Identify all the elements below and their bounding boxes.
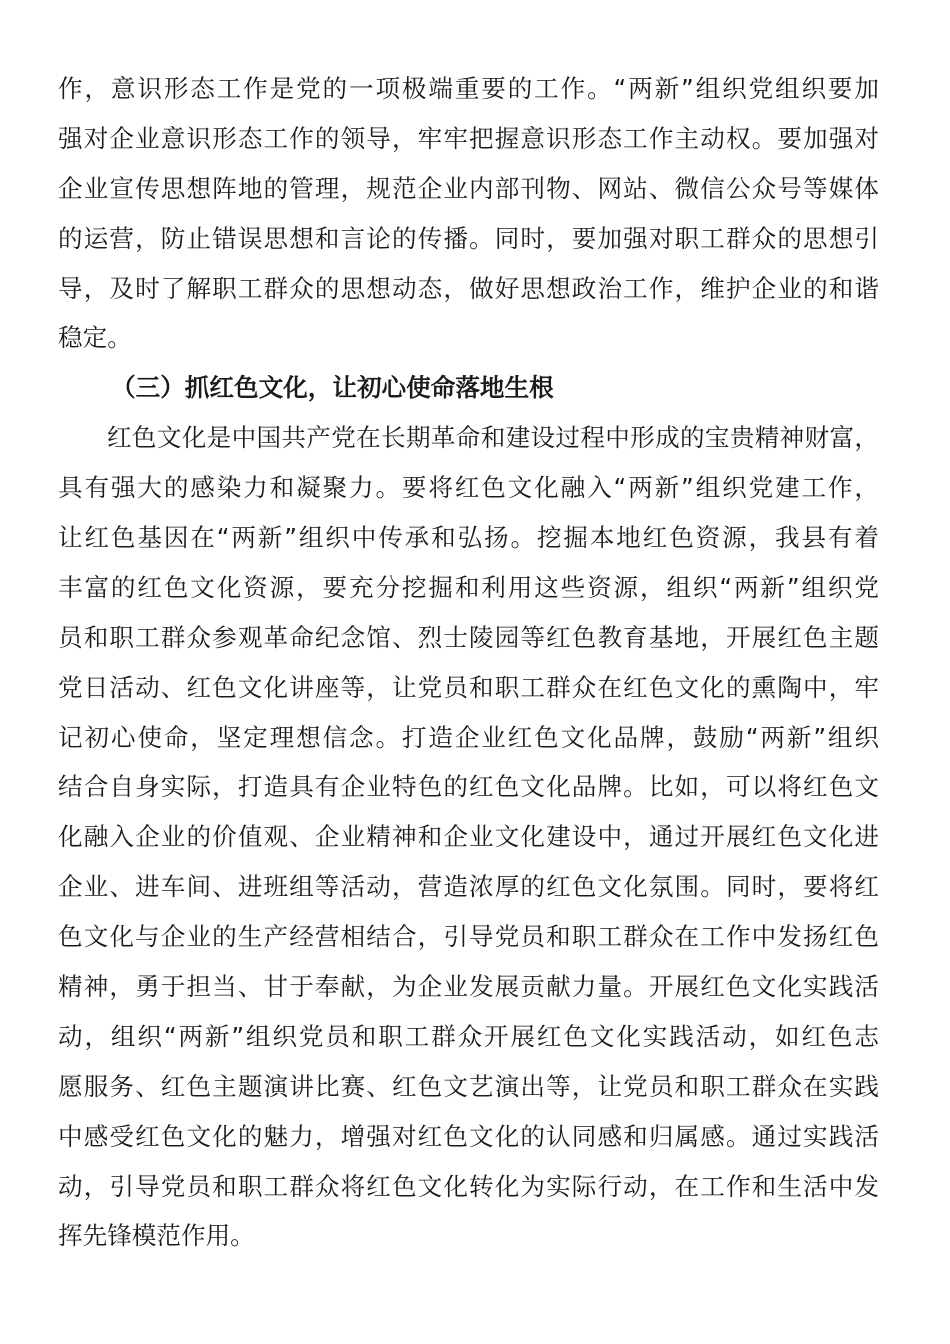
text-line: 丰富的红色文化资源，要充分挖掘和利用这些资源，组织“两新”组织党 xyxy=(58,572,879,602)
text-line: 愿服务、红色主题演讲比赛、红色文艺演出等，让党员和职工群众在实践 xyxy=(58,1071,879,1101)
document-page xyxy=(58,64,879,1261)
text-line: 具有强大的感染力和凝聚力。要将红色文化融入“两新”组织党建工作， xyxy=(58,473,879,503)
text-line: 中感受红色文化的魅力，增强对红色文化的认同感和归属感。通过实践活 xyxy=(58,1121,879,1151)
text-line: 色文化与企业的生产经营相结合，引导党员和职工群众在工作中发扬红色 xyxy=(58,922,879,952)
text-line: 动，引导党员和职工群众将红色文化转化为实际行动，在工作和生活中发 xyxy=(58,1171,879,1201)
text-line: 企业、进车间、进班组等活动，营造浓厚的红色文化氛围。同时，要将红 xyxy=(58,872,879,902)
text-line: 导，及时了解职工群众的思想动态，做好思想政治工作，维护企业的和谐 xyxy=(58,273,879,303)
paragraph-ideology xyxy=(58,64,879,363)
text-line: 精神，勇于担当、甘于奉献，为企业发展贡献力量。开展红色文化实践活 xyxy=(58,972,879,1002)
text-line: 的运营，防止错误思想和言论的传播。同时，要加强对职工群众的思想引 xyxy=(58,223,879,253)
text-line: 强对企业意识形态工作的领导，牢牢把握意识形态工作主动权。要加强对 xyxy=(58,123,879,153)
text-line: 化融入企业的价值观、企业精神和企业文化建设中，通过开展红色文化进 xyxy=(58,822,879,852)
text-line: 企业宣传思想阵地的管理，规范企业内部刊物、网站、微信公众号等媒体 xyxy=(58,173,879,203)
text-line: 记初心使命，坚定理想信念。打造企业红色文化品牌，鼓励“两新”组织 xyxy=(58,722,879,752)
text-line: 员和职工群众参观革命纪念馆、烈士陵园等红色教育基地，开展红色主题 xyxy=(58,622,879,652)
paragraph-red-culture xyxy=(58,413,879,1261)
text-line: 红色文化是中国共产党在长期革命和建设过程中形成的宝贵精神财富， xyxy=(107,423,879,453)
text-line: 让红色基因在“两新”组织中传承和弘扬。挖掘本地红色资源，我县有着 xyxy=(58,523,879,553)
text-line: 挥先锋模范作用。 xyxy=(58,1221,255,1251)
text-line: 结合自身实际，打造具有企业特色的红色文化品牌。比如，可以将红色文 xyxy=(58,772,879,802)
text-line: 作，意识形态工作是党的一项极端重要的工作。“两新”组织党组织要加 xyxy=(58,74,879,103)
text-line: 稳定。 xyxy=(58,323,132,353)
section-heading: （三）抓红色文化，让初心使命落地生根 xyxy=(111,373,554,403)
text-line: 党日活动、红色文化讲座等，让党员和职工群众在红色文化的熏陶中，牢 xyxy=(58,672,879,702)
text-line: 动，组织“两新”组织党员和职工群众开展红色文化实践活动，如红色志 xyxy=(58,1021,879,1051)
